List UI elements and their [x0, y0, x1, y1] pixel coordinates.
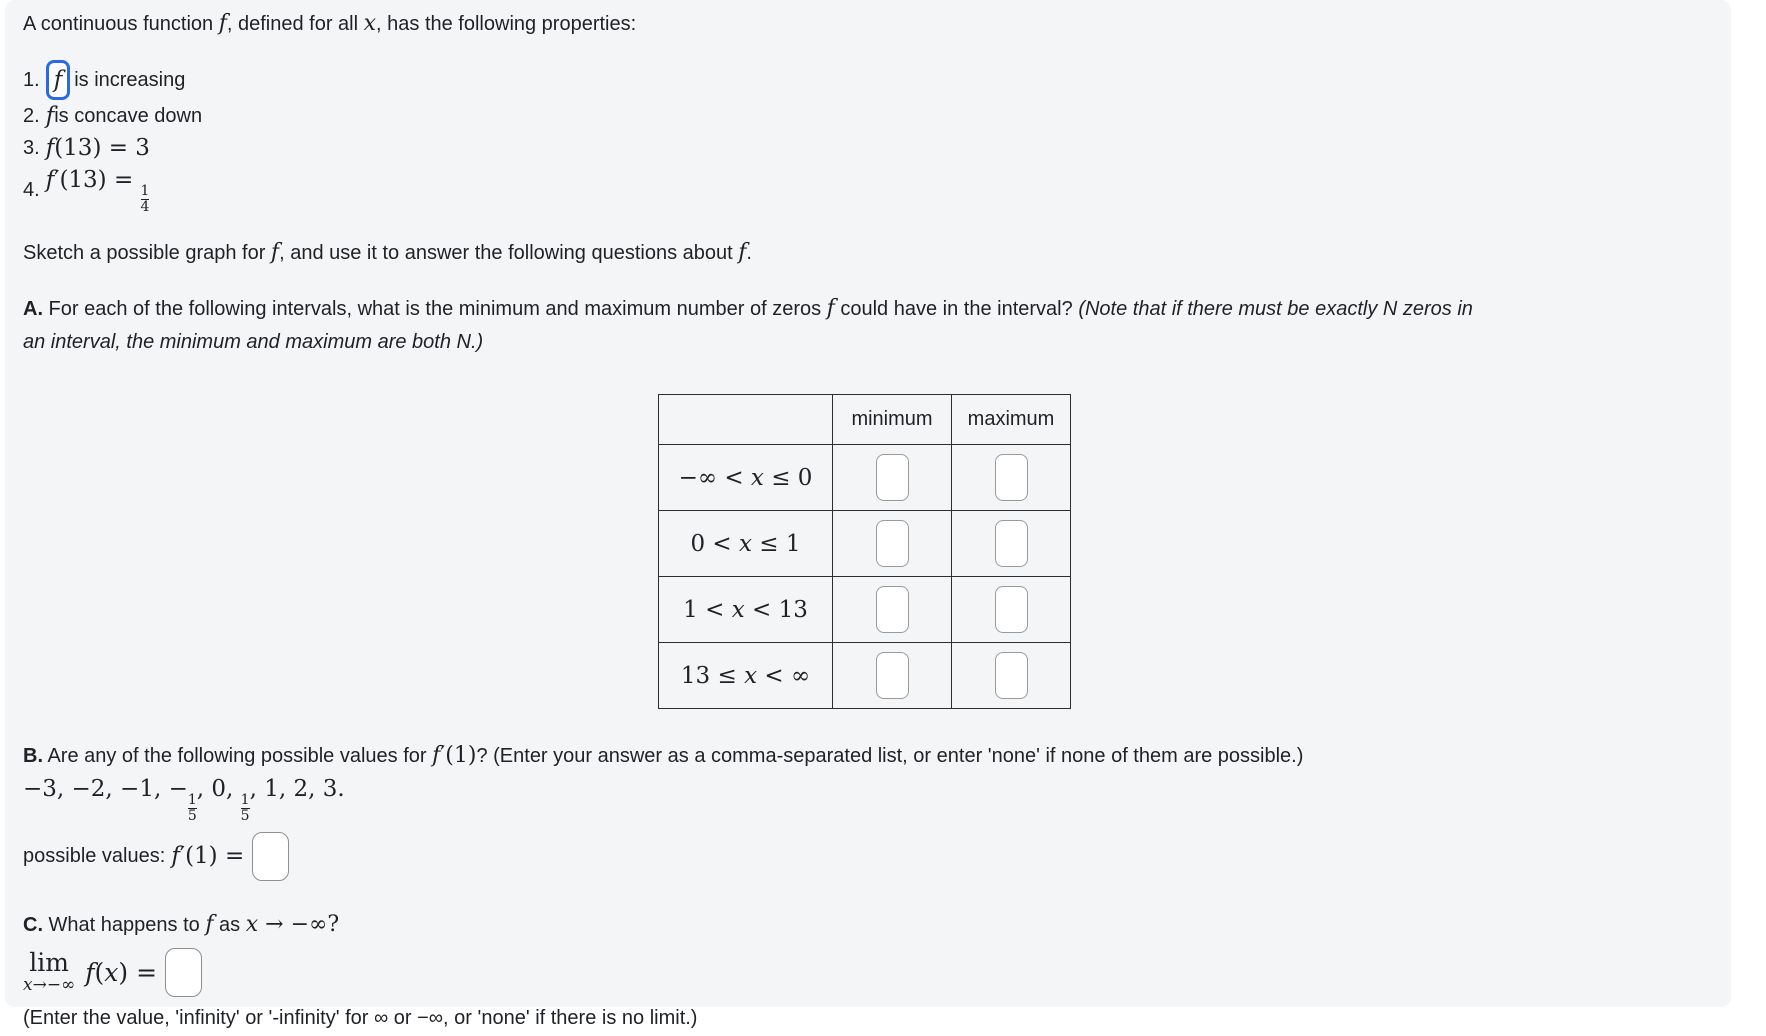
minimum-column-header: minimum — [833, 395, 952, 445]
prime-mark: ′ — [179, 843, 186, 870]
possible-values-label: possible values: — [23, 845, 166, 868]
minimum-cell — [833, 643, 952, 709]
math-text: , 1, 2, 3. — [249, 776, 345, 803]
section-a-text: For each of the following intervals, what is the minimum and maximum number of zeros — [43, 298, 827, 321]
math-text: , 0, — [196, 776, 241, 803]
fraction-denominator: 5 — [187, 808, 197, 825]
section-b-label: B. — [23, 745, 43, 768]
maximum-cell — [952, 445, 1071, 511]
lim-word: lim — [29, 948, 69, 978]
sketch-text: , and use it to answer the following questions about — [279, 242, 739, 265]
item-number: 4. — [23, 179, 40, 202]
max-input-row-1[interactable] — [995, 454, 1028, 501]
maximum-column-header: maximum — [952, 395, 1071, 445]
f-variable: f — [218, 11, 227, 36]
section-a-label: A. — [23, 298, 43, 321]
property-item-2 — [23, 100, 1711, 132]
f-variable: f — [53, 67, 63, 93]
max-input-row-3[interactable] — [995, 586, 1028, 633]
x-variable: x — [363, 11, 377, 36]
f-variable: f — [85, 957, 95, 987]
properties-list — [23, 60, 1711, 216]
zeros-table — [658, 394, 1071, 709]
math-text: ( — [94, 957, 105, 987]
focused-f-highlight[interactable] — [46, 60, 71, 100]
math-text: (1) — [445, 743, 477, 769]
minimum-cell — [833, 511, 952, 577]
max-input-row-4[interactable] — [995, 652, 1028, 699]
interval-label — [659, 511, 833, 577]
possible-values-row — [23, 832, 1711, 881]
f-variable: f — [45, 135, 55, 161]
lim-subscript: x→−∞ — [23, 975, 76, 996]
x-variable: x — [750, 464, 764, 491]
f-variable: f — [45, 103, 55, 129]
fraction-denominator: 4 — [140, 199, 150, 216]
f-variable: f — [270, 240, 280, 266]
fraction-one-fifth — [188, 793, 197, 825]
section-c-text: as — [213, 914, 246, 937]
section-a-note: (Note that if there must be exactly N zeros in an interval, the minimum and maximum are both N.) — [23, 298, 1473, 354]
f-variable: f — [45, 167, 55, 193]
property-text: is concave down — [54, 105, 203, 127]
x-variable: x — [744, 662, 758, 689]
sketch-text: Sketch a possible graph for — [23, 242, 271, 265]
interval-label — [659, 643, 833, 709]
fraction-numerator: 1 — [240, 791, 250, 808]
possible-values-input[interactable] — [252, 832, 289, 881]
f-prime-of-1-equals — [171, 841, 244, 872]
blank-header-cell — [659, 395, 833, 445]
x-variable: x — [245, 912, 259, 938]
sketch-text: . — [746, 242, 752, 265]
f-variable: f — [432, 743, 441, 769]
sketch-instruction — [23, 237, 1711, 269]
x-variable: x — [739, 530, 752, 557]
property-text: is increasing — [74, 69, 186, 91]
interval-label — [659, 577, 833, 643]
f-prime-of-1 — [432, 743, 476, 768]
math-text: ) = — [118, 957, 158, 987]
min-input-row-4[interactable] — [876, 652, 909, 699]
property-item-4 — [23, 164, 1711, 216]
x-variable: x — [104, 957, 119, 987]
fraction-denominator: 5 — [240, 808, 250, 825]
math-text: < 13 — [744, 596, 808, 623]
table-row — [659, 577, 1071, 643]
math-text: < ∞ — [757, 662, 811, 689]
candidate-values-line — [23, 776, 1711, 825]
section-a-paragraph — [23, 292, 1495, 359]
math-text: ≤ 1 — [751, 530, 801, 557]
minimum-cell — [833, 445, 952, 511]
section-c-note: (Enter the value, 'infinity' or '-infinity' for ∞ or −∞, or 'none' if there is no limit.) — [23, 1007, 698, 1030]
table-row — [659, 643, 1071, 709]
math-text: 0 < — [690, 530, 739, 557]
f-variable: f — [826, 296, 835, 322]
interval-label — [659, 445, 833, 511]
property-item-3 — [23, 132, 1711, 164]
limit-function-expression — [85, 958, 157, 987]
maximum-cell — [952, 643, 1071, 709]
intro-text: , defined for all — [226, 13, 364, 35]
math-text: −3, −2, −1, − — [23, 776, 188, 803]
min-input-row-3[interactable] — [876, 586, 909, 633]
property-item-1 — [23, 60, 1711, 100]
table-row — [659, 445, 1071, 511]
f-variable: f — [205, 912, 214, 938]
math-text: 1 < — [683, 596, 732, 623]
limit-input[interactable] — [165, 948, 202, 997]
maximum-cell — [952, 511, 1071, 577]
max-input-row-2[interactable] — [995, 520, 1028, 567]
intro-text: , has the following properties: — [376, 13, 637, 35]
section-c-paragraph — [23, 908, 1711, 942]
fraction-numerator: 1 — [140, 182, 150, 199]
math-expression — [46, 132, 150, 164]
section-c-label: C. — [23, 914, 43, 937]
section-b-paragraph — [23, 739, 1711, 773]
limit-expression-row — [23, 944, 1711, 1000]
problem-card — [5, 0, 1731, 1030]
x-variable: x — [731, 596, 745, 623]
math-text: 13 ≤ — [680, 662, 745, 689]
fraction-one-fourth — [141, 184, 150, 216]
section-c-text: What happens to — [43, 914, 206, 937]
limit-operator — [23, 950, 75, 994]
section-b-text: Are any of the following possible values for — [43, 745, 433, 768]
item-number: 2. — [23, 105, 40, 127]
fraction-numerator: 1 — [187, 791, 197, 808]
math-text: −∞ < — [678, 464, 751, 491]
maximum-cell — [952, 577, 1071, 643]
math-text: ≤ 0 — [763, 464, 813, 491]
prime-mark: ′ — [54, 167, 60, 193]
intro-text: A continuous function — [23, 13, 219, 35]
math-text: (1) = — [185, 843, 245, 870]
f-variable: f — [171, 843, 180, 870]
math-text: → −∞? — [258, 912, 340, 938]
min-input-row-1[interactable] — [876, 454, 909, 501]
section-b-text: ? (Enter your answer as a comma-separated list, or enter 'none' if none of them are possible.) — [476, 745, 1304, 768]
min-input-row-2[interactable] — [876, 520, 909, 567]
f-variable: f — [738, 240, 747, 266]
minimum-cell — [833, 577, 952, 643]
math-text: (13) = — [59, 167, 141, 193]
table-header-row — [659, 395, 1071, 445]
table-row — [659, 511, 1071, 577]
math-expression — [46, 164, 150, 216]
item-number: 3. — [23, 137, 40, 159]
math-text: (13) = 3 — [54, 135, 150, 161]
prime-mark: ′ — [440, 743, 446, 769]
fraction-one-fifth — [241, 793, 250, 825]
item-number: 1. — [23, 69, 40, 91]
section-a-text: could have in the interval? — [834, 298, 1079, 321]
intro-line — [23, 8, 1711, 40]
